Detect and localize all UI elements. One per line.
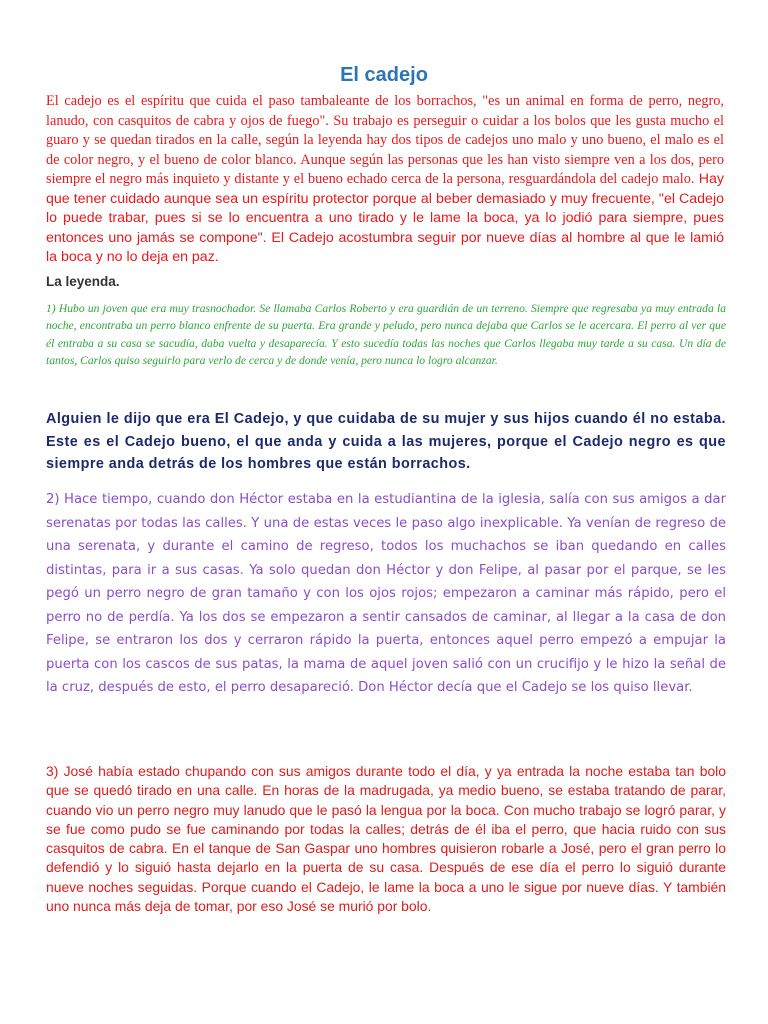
story-1-paragraph: 1) Hubo un joven que era muy trasnochador. Se llamaba Carlos Roberto y era guardián de un terreno. Siempre que regresaba ya muy entrada la noche, encontraba un perro blanco enfrente de su puerta. Era grande y peludo, pero nunca dejaba que Carlos se le acercara. El perro al ver que él entraba a su casa se sacudía, daba vuelta y desaparecía. Y esto sucedía todas las noches que Carlos llegaba muy tarde a su casa. Un día de tantos, Carlos quiso seguirlo para verlo de cerca y de donde venía, pero nunca lo logro alcanzar. (46, 302, 726, 368)
intro-paragraph (46, 92, 724, 268)
document-title: El cadejo (340, 64, 428, 86)
intro-sans-text: Hay que tener cuidado aunque sea un espíritu protector porque al beber demasiado y muy frecuente, "el Cadejo lo puede trabar, pues si se lo encuentra a uno tirado y le lame la boca, ya lo jodió para siempre, pues entonces uno jamás se compone". El Cadejo acostumbra seguir por nueve días al hombre al que le lamió la boca y no lo deja en paz. (46, 171, 725, 265)
story-2-paragraph: 2) Hace tiempo, cuando don Héctor estaba en la estudiantina de la iglesia, salía con sus amigos a dar serenatas por todas las calles. Y una de estas veces le paso algo inexplicable. Ya venían de regreso de una serenata, y durante el camino de regreso, todos los muchachos se iban quedando en calles distintas, para ir a sus casas. Ya solo quedan don Héctor y don Felipe, al pasar por el parque, se les pegó un perro negro de gran tamaño y con los ojos rojos; empezaron a caminar más rápido, pero el perro no de perdía. Ya los dos se empezaron a sentir cansados de caminar, al llegar a la casa de don Felipe, se entraron los dos y cerraron rápido la puerta, entonces aquel perro empezó a empujar la puerta con los cascos de sus patas, la mama de aquel joven salió con un crucifijo y le hizo la señal de la cruz, después de esto, el perro desapareció. Don Héctor decía que el Cadejo se los quiso llevar. (46, 492, 726, 695)
story-3-paragraph: 3) José había estado chupando con sus amigos durante todo el día, y ya entrada la noche estaba tan bolo que se quedó tirado en una calle. En horas de la madrugada, ya medio bueno, se estaba tratando de parar, cuando vio un perro negro muy lanudo que le pasó la lengua por la boca. Con mucho trabajo se logró parar, y se fue como pudo se fue caminando por todas la calles; detrás de él iba el perro, que hacia ruido con sus casquitos de cabra. En el tanque de San Gaspar uno hombres quisieron robarle a José, pero el gran perro lo defendió y lo siguió hasta dejarlo en la puerta de su casa. Después de ese día el perro lo siguió durante nueve noches seguidas. Porque cuando el Cadejo, le lame la boca a uno le sigue por nueve días. Y también uno nunca más deja de tomar, por eso José se murió por bolo. (46, 763, 726, 915)
bold-paragraph: Alguien le dijo que era El Cadejo, y que cuidaba de su mujer y sus hijos cuando él no estaba. Este es el Cadejo bueno, el que anda y cuida a las mujeres, porque el Cadejo negro es que siempre anda detrás de los hombres que están borrachos. (46, 411, 726, 472)
intro-serif-text: El cadejo es el espíritu que cuida el paso tambaleante de los borrachos, "es un animal en forma de perro, negro, lanudo, con casquitos de cabra y ojos de fuego". Su trabajo es perseguir o cuidar a los bolos que les gusta mucho el guaro y se quedan tirados en la calle, según la leyenda hay dos tipos de cadejos uno malo y uno bueno, el malo es el de color negro, y el bueno de color blanco. Aunque según las personas que les han visto siempre ven a los dos, pero siempre el negro más inquieto y distante y el bueno echado cerca de la persona, resguardándola del cadejo malo. (46, 93, 724, 187)
section-heading: La leyenda. (46, 274, 120, 289)
